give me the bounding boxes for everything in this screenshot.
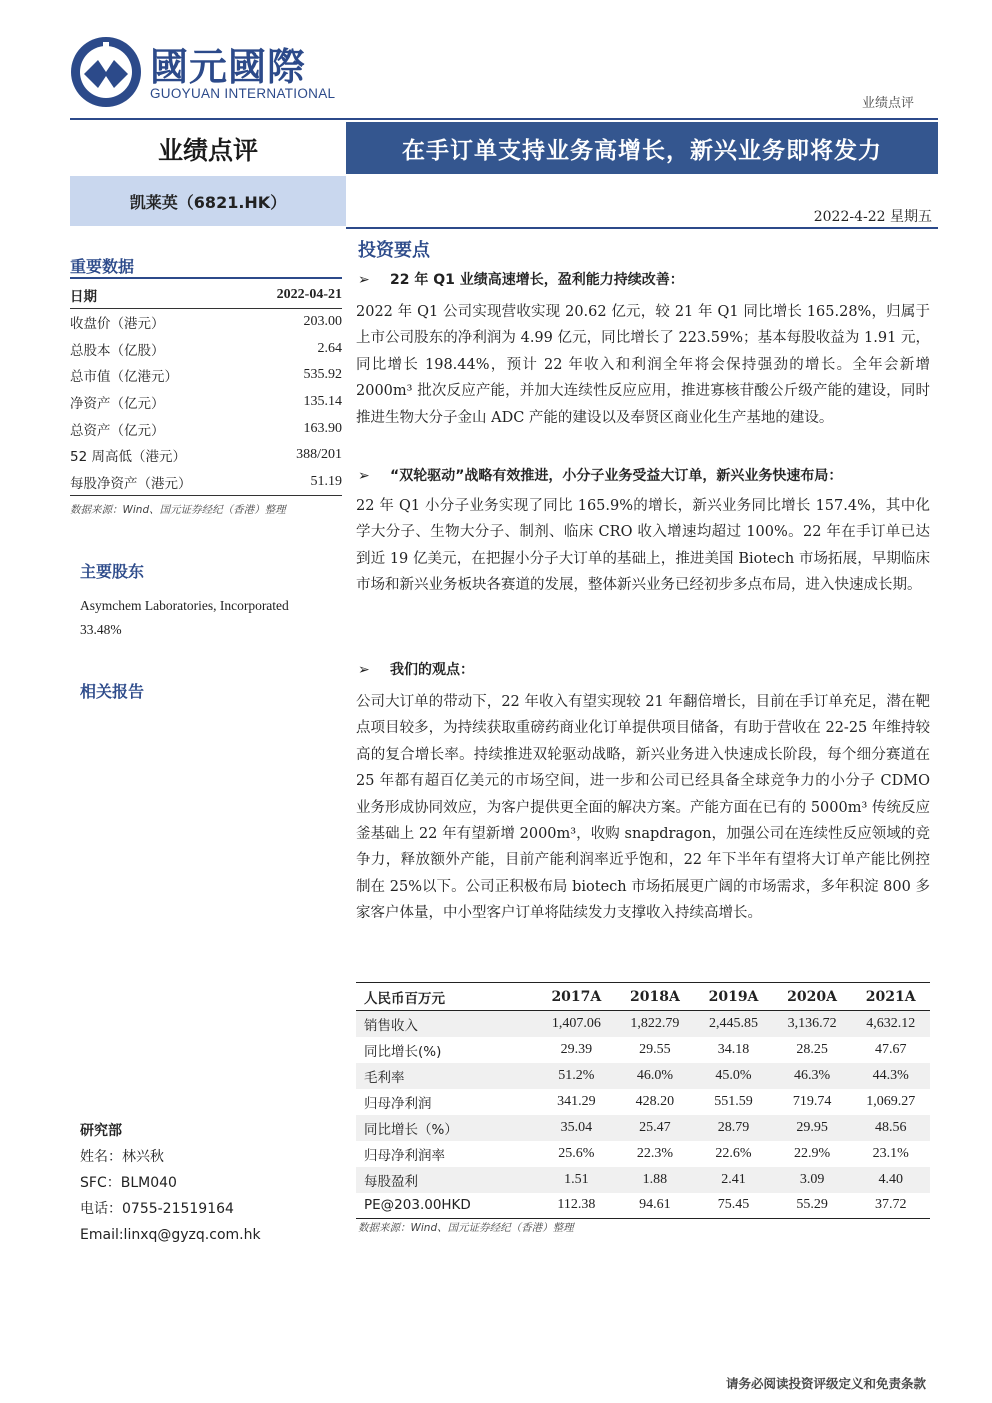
table-row [356, 1167, 930, 1193]
table-cell: 25.6% [558, 1145, 595, 1161]
related-reports-title: 相关报告 [80, 682, 145, 701]
table-cell: 46.3% [773, 1063, 852, 1089]
column-header: 人民币百万元 [356, 983, 537, 1011]
brand-name-cn: 國元國際 [150, 45, 307, 89]
column-header: 2019A [694, 983, 773, 1011]
report-type: 业绩点评 [157, 136, 258, 165]
table-cell: 归母净利润率 [364, 1147, 445, 1164]
point-2 [356, 464, 930, 599]
table-cell: 37.72 [851, 1193, 930, 1219]
key-data-label: 52 周高低（港元） [70, 449, 186, 466]
table-row [356, 1089, 930, 1115]
table-cell: 46.0% [616, 1063, 695, 1089]
table-cell: 22.3% [636, 1145, 674, 1161]
bullet-arrow-icon: ➢ [358, 272, 370, 288]
table-row [70, 469, 342, 496]
table-cell: 29.55 [639, 1041, 671, 1057]
table-cell: 551.59 [714, 1093, 753, 1109]
financial-summary-table [356, 982, 930, 1219]
point-body: 22 年 Q1 小分子业务实现了同比 165.9%的增长，新兴业务同比增长 157.4%，其中化学大分子、生物大分子、制剂、临床 CRO 收入增速均超过 100%。22 年在手订单已达到近 19 亿美元，在把握小分子大订单的基础上，推进美国 Biotech 市场拓展，早期临床市场和新兴业务板块各赛道的发展，整体新兴业务已经初步多点布局，进入快速成长期。 [356, 498, 930, 594]
table-cell: 4.40 [851, 1167, 930, 1193]
key-data-value: 135.14 [303, 394, 342, 410]
research-dept: 研究部 [80, 1123, 122, 1139]
table-cell: PE@203.00HKD [356, 1193, 537, 1219]
table-cell: 35.04 [537, 1115, 616, 1141]
table-cell: 归母净利润 [364, 1095, 432, 1112]
key-data-head [70, 282, 342, 309]
key-data-value: 163.90 [303, 420, 342, 436]
table-cell: 45.0% [694, 1063, 773, 1089]
key-data-label: 总市值（亿港元） [70, 369, 178, 386]
column-header: 2021A [851, 983, 930, 1011]
table-cell: 29.95 [773, 1115, 852, 1141]
table-cell: 47.67 [874, 1041, 907, 1057]
brand-logo [68, 32, 348, 112]
key-data-head-value: 2022-04-21 [276, 286, 342, 302]
table-cell: 每股盈利 [356, 1167, 537, 1193]
table-cell: 55.29 [773, 1193, 852, 1219]
table-cell: 同比增长(%) [364, 1043, 442, 1060]
column-header: 2018A [616, 983, 695, 1011]
analyst-contact [80, 1118, 261, 1248]
guoyuan-logo-icon [68, 34, 144, 110]
report-title: 在手订单支持业务高增长，新兴业务即将发力 [346, 122, 938, 174]
key-data-label: 收盘价（港元） [70, 316, 165, 333]
company-name: 凯莱英（6821.HK） [70, 176, 346, 226]
key-data-head-label: 日期 [70, 288, 97, 305]
table-cell: 1,822.79 [616, 1011, 695, 1037]
key-data-label: 每股净资产（港元） [70, 475, 192, 492]
table-cell: 28.25 [796, 1041, 828, 1057]
key-data-value: 51.19 [310, 473, 342, 489]
table-row [356, 1193, 930, 1219]
table-cell: 22.6% [715, 1145, 752, 1161]
table-cell: 94.61 [616, 1193, 695, 1219]
table-cell: 1,407.06 [537, 1011, 616, 1037]
table-row [356, 1141, 930, 1167]
table-row [356, 1037, 930, 1063]
analyst-phone: 电话：0755-21519164 [80, 1201, 234, 1217]
table-row [70, 309, 342, 336]
footer-disclaimer: 请务必阅读投资评级定义和免责条款 [725, 1376, 926, 1391]
financials-source: 数据来源：Wind、国元证券经纪（香港）整理 [358, 1222, 574, 1234]
table-cell: 341.29 [557, 1093, 596, 1109]
table-cell: 23.1% [872, 1145, 909, 1161]
point-body: 公司大订单的带动下，22 年收入有望实现较 21 年翻倍增长，目前在手订单充足，潜在靶点项目较多，为持续获取重磅药商业化订单提供项目储备，有助于营收在 22-25 年维持较高的复合增长率。持续推进双轮驱动战略，新兴业务进入快速成长阶段，每个细分赛道在 25 年都有超百亿美元的市场空间，进一步和公司已经具备全球竞争力的小分子 CDMO 业务形成协同效应，为客户提供更全面的解决方案。产能方面在已有的 5000m³ 传统反应釜基础上 22 年有望新增 2000m³，收购 snapdragon，加强公司在连续性反应领域的竞争力，释放额外产能，目前产能利润率近乎饱和，22 年下半年有望将大订单产能比例控制在 25%以下。公司正积极布局 biotech 市场拓展更广阔的市场需求，多年积淀 800 多家客户体量，中小型客户订单将陆续发力支撑收入持续高增长。 [356, 694, 930, 922]
shareholders-title: 主要股东 [80, 562, 145, 581]
table-cell: 销售收入 [356, 1011, 537, 1037]
table-cell: 同比增长（%） [356, 1115, 537, 1141]
table-row [70, 362, 342, 389]
key-data-value: 388/201 [296, 447, 342, 463]
key-data-label: 总资产（亿元） [70, 422, 165, 439]
table-cell: 毛利率 [356, 1063, 537, 1089]
point-heading: ➢ 22 年 Q1 业绩高速增长，盈利能力持续改善： [356, 268, 930, 293]
table-cell: 3,136.72 [773, 1011, 852, 1037]
point-3 [356, 658, 930, 927]
table-cell: 1.51 [537, 1167, 616, 1193]
key-data-title: 重要数据 [70, 257, 135, 276]
bullet-arrow-icon: ➢ [358, 662, 370, 678]
point-body: 2022 年 Q1 公司实现营收实现 20.62 亿元，较 21 年 Q1 同比增长 165.28%，归属于上市公司股东的净利润为 4.99 亿元，同比增长了 223.59%；基本每股收益为 1.91 元，同比增长 198.44%，预计 22 年收入和利润全年将会保持强劲的增长。全年会新增 2000m³ 批次反应产能，并加大连续性反应应用，推进寡核苷酸公斤级产能的建设，同时推进生物大分子金山 ADC 产能的建设以及奉贤区商业化生产基地的建设。 [356, 304, 930, 426]
table-cell: 44.3% [851, 1063, 930, 1089]
table-cell: 75.45 [694, 1193, 773, 1219]
investment-highlights-title: 投资要点 [358, 240, 430, 261]
table-cell: 1,069.27 [866, 1093, 916, 1109]
report-date: 2022-4-22 星期五 [813, 209, 932, 225]
table-row [356, 1115, 930, 1141]
table-cell: 25.47 [616, 1115, 695, 1141]
column-header: 2020A [773, 983, 852, 1011]
table-cell: 112.38 [537, 1193, 616, 1219]
key-data-table [70, 282, 342, 517]
key-data-value: 2.64 [317, 340, 342, 356]
table-cell: 29.39 [560, 1041, 593, 1057]
point-heading: ➢ “双轮驱动”战略有效推进，小分子业务受益大订单，新兴业务快速布局： [356, 464, 930, 489]
table-cell: 22.9% [794, 1145, 831, 1161]
date-rule [346, 227, 938, 229]
key-data-value: 203.00 [303, 314, 342, 330]
key-data-value: 535.92 [303, 367, 342, 383]
brand-name-en: GUOYUAN INTERNATIONAL [150, 86, 336, 101]
analyst-name: 姓名：林兴秋 [80, 1149, 164, 1165]
table-row [356, 1063, 930, 1089]
key-data-label: 净资产（亿元） [70, 396, 165, 413]
table-cell: 428.20 [635, 1093, 675, 1109]
key-data-source: 数据来源：Wind、国元证券经纪（香港）整理 [70, 503, 286, 516]
header-rule [70, 118, 938, 120]
table-cell: 3.09 [773, 1167, 852, 1193]
key-data-label: 总股本（亿股） [70, 342, 165, 359]
table-row [70, 442, 342, 469]
column-header: 2017A [537, 983, 616, 1011]
table-cell: 2.41 [694, 1167, 773, 1193]
bullet-arrow-icon: ➢ [358, 468, 370, 484]
point-heading: ➢ 我们的观点： [356, 658, 930, 683]
analyst-sfc: SFC：BLM040 [80, 1175, 177, 1191]
report-category-label: 业绩点评 [861, 96, 914, 111]
analyst-email[interactable]: Email:linxq@gyzq.com.hk [80, 1227, 261, 1243]
table-cell: 51.2% [537, 1063, 616, 1089]
table-row [70, 389, 342, 416]
table-cell: 2,445.85 [694, 1011, 773, 1037]
shareholder-pct: 33.48% [80, 622, 122, 637]
table-row [356, 1011, 930, 1037]
table-cell: 34.18 [717, 1041, 750, 1057]
table-cell: 4,632.12 [851, 1011, 930, 1037]
table-row [70, 415, 342, 442]
table-cell: 48.56 [851, 1115, 930, 1141]
table-cell: 719.74 [792, 1093, 832, 1109]
table-header-row [356, 983, 930, 1011]
shareholder-name: Asymchem Laboratories, Incorporated [80, 598, 289, 613]
table-cell: 28.79 [694, 1115, 773, 1141]
table-row [70, 335, 342, 362]
key-data-rule [70, 277, 342, 279]
point-1 [356, 268, 930, 431]
table-cell: 1.88 [616, 1167, 695, 1193]
